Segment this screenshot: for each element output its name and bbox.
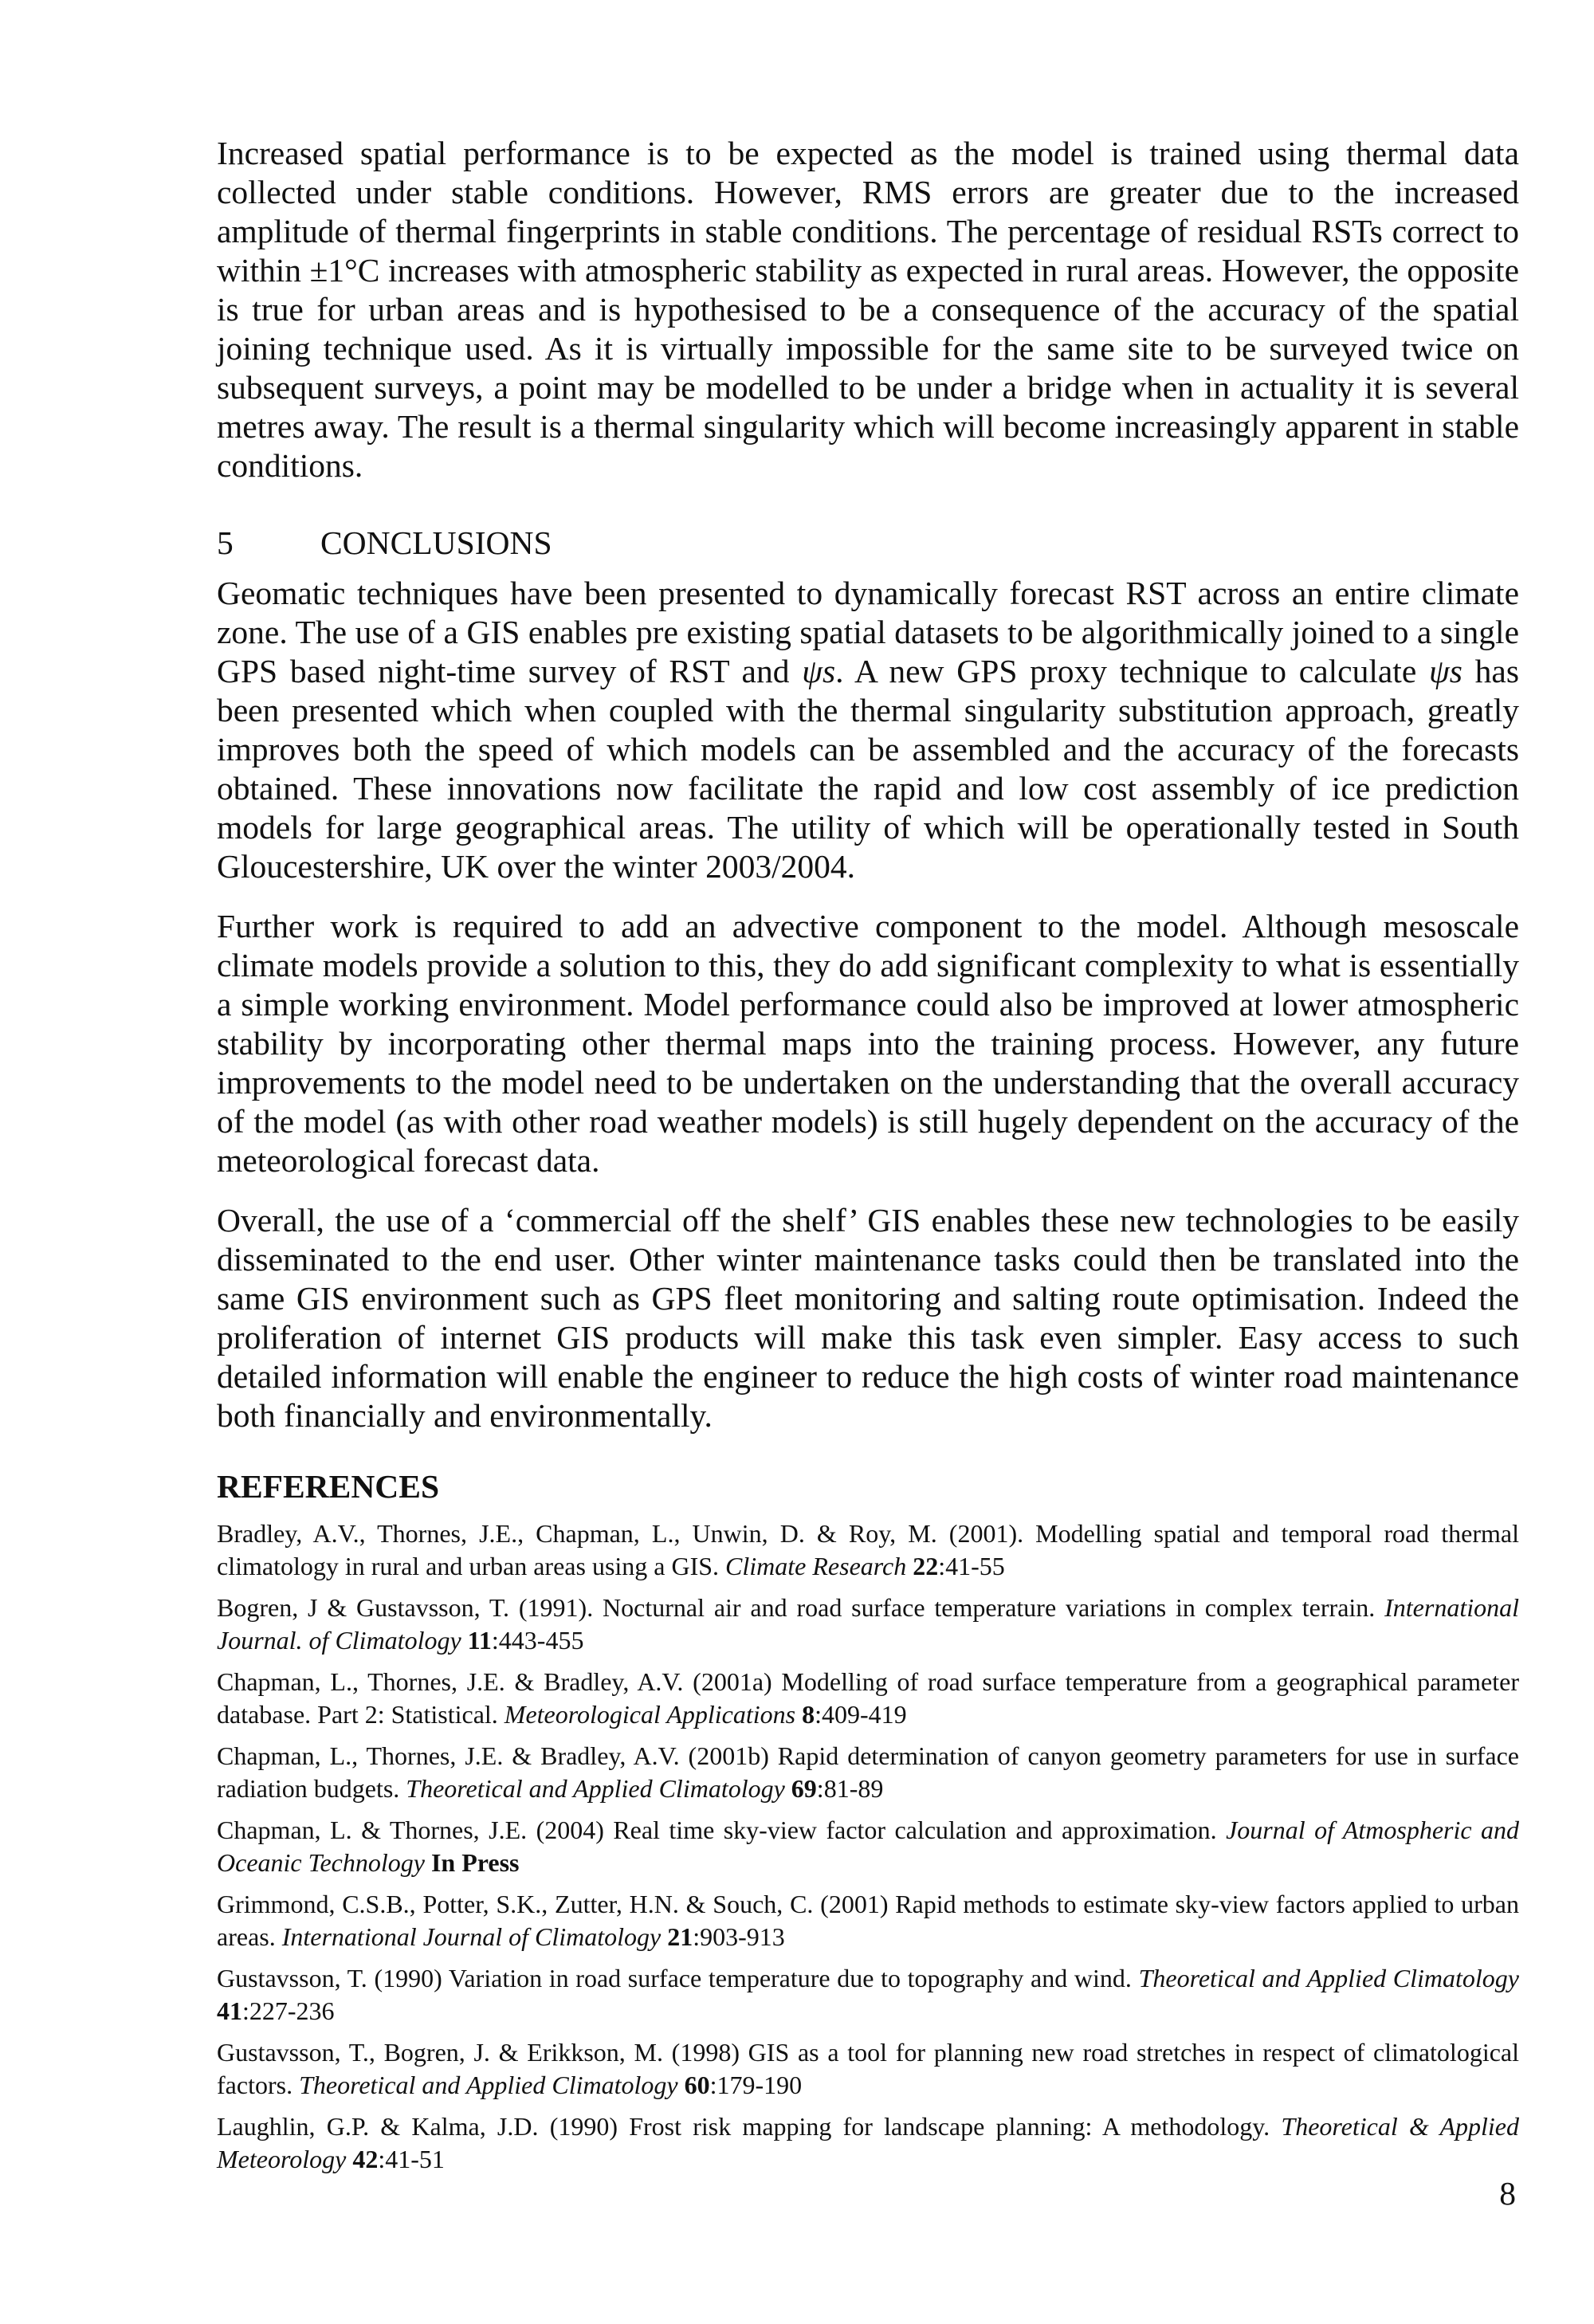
reference-volume: 11 bbox=[467, 1626, 492, 1655]
reference-pages: :41-55 bbox=[938, 1552, 1005, 1580]
reference-authors-title: Chapman, L., Thornes, J.E. & Bradley, A.V. (2001a) Modelling of road surface temperature from a geographical parameter database. Part 2: Statistical. bbox=[217, 1667, 1519, 1729]
reference-authors-title: Chapman, L. & Thornes, J.E. (2004) Real time sky-view factor calculation and approximation. bbox=[217, 1816, 1227, 1844]
section-heading-conclusions bbox=[217, 524, 1519, 563]
reference-journal: Theoretical & Applied Meteorology bbox=[217, 2112, 1520, 2173]
reference-volume: 41 bbox=[217, 1996, 242, 2025]
reference-pages: :41-51 bbox=[378, 2145, 445, 2173]
reference-item bbox=[217, 1962, 1519, 2028]
reference-journal: Climate Research bbox=[725, 1552, 907, 1580]
reference-authors-title: Bradley, A.V., Thornes, J.E., Chapman, L., Unwin, D. & Roy, M. (2001). Modelling spatial and temporal road thermal climatology in rural and urban areas using a GIS. bbox=[217, 1519, 1519, 1580]
reference-journal: International Journal of Climatology bbox=[281, 1922, 662, 1951]
reference-item bbox=[217, 1666, 1519, 1731]
reference-volume: In Press bbox=[430, 1848, 520, 1877]
reference-item bbox=[217, 1592, 1519, 1657]
reference-volume: 42 bbox=[352, 2145, 379, 2173]
reference-pages: :443-455 bbox=[491, 1626, 584, 1655]
page-number: 8 bbox=[1499, 2175, 1516, 2212]
reference-volume: 21 bbox=[667, 1922, 693, 1951]
reference-item bbox=[217, 1740, 1519, 1805]
psi-symbol: ψs bbox=[1428, 653, 1462, 689]
reference-journal: Meteorological Applications bbox=[504, 1700, 796, 1729]
reference-item bbox=[217, 2036, 1519, 2102]
section-title: CONCLUSIONS bbox=[320, 524, 552, 561]
conclusions-p1-part-b: . A new GPS proxy technique to calculate bbox=[835, 653, 1429, 689]
reference-pages: :227-236 bbox=[242, 1996, 335, 2025]
reference-volume: 8 bbox=[802, 1700, 815, 1729]
reference-authors-title: Grimmond, C.S.B., Potter, S.K., Zutter, H.N. & Souch, C. (2001) Rapid methods to estimate sky-view factors applied to urban areas. bbox=[217, 1890, 1519, 1951]
reference-journal: Journal of Atmospheric and Oceanic Technology bbox=[217, 1816, 1520, 1877]
reference-journal: Theoretical and Applied Climatology bbox=[299, 2071, 678, 2099]
reference-authors-title: Laughlin, G.P. & Kalma, J.D. (1990) Frost risk mapping for landscape planning: A methodology. bbox=[217, 2112, 1282, 2141]
references-list bbox=[217, 1517, 1519, 2176]
conclusions-paragraph-2: Further work is required to add an advective component to the model. Although mesoscale climate models provide a solution to this, they do add significant complexity to what is essentially a simple working environment. Model performance could also be improved at lower atmospheric stability by incorporating other thermal maps into the training process. However, any future improvements to the model need to be undertaken on the understanding that the overall accuracy of the model (as with other road weather models) is still hugely dependent on the accuracy of the meteorological forecast data. bbox=[217, 908, 1519, 1179]
body-paragraph-1: Increased spatial performance is to be expected as the model is trained using thermal data collected under stable conditions. However, RMS errors are greater due to the increased amplitude of thermal fingerprints in stable conditions. The percentage of residual RSTs correct to within ±1°C increases with atmospheric stability as expected in rural areas. However, the opposite is true for urban areas and is hypothesised to be a consequence of the accuracy of the spatial joining technique used. As it is virtually impossible for the same site to be surveyed twice on subsequent surveys, a point may be modelled to be under a bridge when in actuality it is several metres away. The result is a thermal singularity which will become increasingly apparent in stable conditions. bbox=[217, 135, 1519, 484]
reference-item bbox=[217, 1888, 1519, 1953]
section-number: 5 bbox=[217, 524, 234, 561]
reference-authors-title: Bogren, J & Gustavsson, T. (1991). Nocturnal air and road surface temperature variations in complex terrain. bbox=[217, 1593, 1385, 1622]
reference-pages: :903-913 bbox=[693, 1922, 785, 1951]
references-heading: REFERENCES bbox=[217, 1468, 440, 1505]
conclusions-paragraph-1 bbox=[217, 574, 1519, 886]
reference-item bbox=[217, 2110, 1519, 2176]
reference-authors-title: Chapman, L., Thornes, J.E. & Bradley, A.V. (2001b) Rapid determination of canyon geometry parameters for use in surface radiation budgets. bbox=[217, 1741, 1519, 1803]
conclusions-p1-part-a: Geomatic techniques have been presented to dynamically forecast RST across an entire climate zone. The use of a GIS enables pre existing spatial datasets to be algorithmically joined to a single GPS based night-time survey of RST and bbox=[217, 575, 1519, 689]
psi-symbol: ψs bbox=[802, 653, 836, 689]
page-content bbox=[217, 134, 1519, 2185]
reference-item bbox=[217, 1814, 1519, 1879]
reference-journal: Theoretical and Applied Climatology bbox=[406, 1774, 785, 1803]
reference-authors-title: Gustavsson, T., Bogren, J. & Erikkson, M. (1998) GIS as a tool for planning new road stretches in respect of climatological factors. bbox=[217, 2038, 1519, 2099]
reference-journal: International Journal. of Climatology bbox=[217, 1593, 1519, 1655]
conclusions-p1-part-c: has been presented which when coupled with the thermal singularity substitution approach, greatly improves both the speed of which models can be assembled and the accuracy of the forecasts obtained. These innovations now facilitate the rapid and low cost assembly of ice prediction models for large geographical areas. The utility of which will be operationally tested in South Gloucestershire, UK over the winter 2003/2004. bbox=[217, 653, 1519, 885]
reference-pages: :409-419 bbox=[815, 1700, 907, 1729]
reference-item bbox=[217, 1517, 1519, 1583]
reference-volume: 60 bbox=[684, 2071, 710, 2099]
reference-pages: :81-89 bbox=[816, 1774, 884, 1803]
reference-volume: 69 bbox=[791, 1774, 817, 1803]
reference-journal: Theoretical and Applied Climatology bbox=[1138, 1964, 1520, 1992]
conclusions-paragraph-3: Overall, the use of a ‘commercial off the shelf’ GIS enables these new technologies to be easily disseminated to the end user. Other winter maintenance tasks could then be translated into the same GIS environment such as GPS fleet monitoring and salting route optimisation. Indeed the proliferation of internet GIS products will make this task even simpler. Easy access to such detailed information will enable the engineer to reduce the high costs of winter road maintenance both financially and environmentally. bbox=[217, 1202, 1519, 1434]
reference-pages: :179-190 bbox=[709, 2071, 803, 2099]
reference-volume: 22 bbox=[913, 1552, 939, 1580]
reference-authors-title: Gustavsson, T. (1990) Variation in road surface temperature due to topography and wind. bbox=[217, 1964, 1139, 1992]
